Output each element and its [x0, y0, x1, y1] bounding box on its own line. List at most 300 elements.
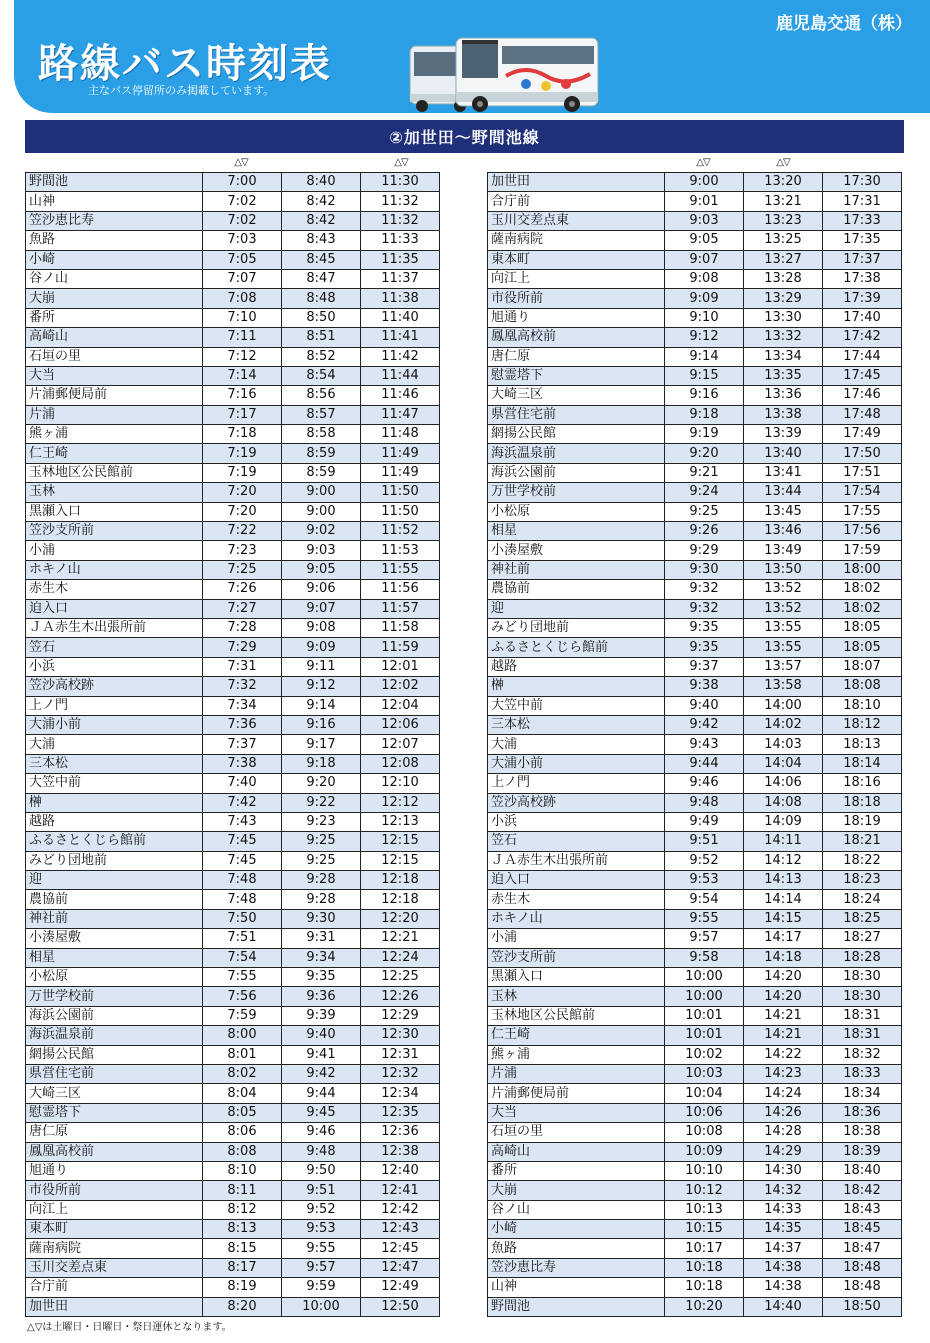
departure-time: 13:30: [744, 308, 823, 327]
departure-time: 11:53: [361, 541, 440, 560]
table-row: [488, 909, 902, 928]
stop-name: 谷ノ山: [488, 1200, 665, 1219]
stop-name: 片浦: [488, 1064, 665, 1083]
stop-name: 大崎三区: [26, 1084, 203, 1103]
departure-time: 9:14: [282, 696, 361, 715]
stop-name: 野間池: [26, 173, 203, 192]
departure-time: 17:39: [823, 289, 902, 308]
table-row: [488, 987, 902, 1006]
departure-time: 8:59: [282, 444, 361, 463]
stop-name: 向江上: [26, 1200, 203, 1219]
departure-time: 17:30: [823, 173, 902, 192]
table-row: [26, 948, 440, 967]
stop-name: 大浦: [488, 735, 665, 754]
departure-time: 12:10: [361, 774, 440, 793]
stop-name: 越路: [488, 657, 665, 676]
departure-time: 7:17: [203, 405, 282, 424]
table-row: [488, 1045, 902, 1064]
table-row: [26, 890, 440, 909]
departure-time: 9:28: [282, 890, 361, 909]
table-row: [488, 657, 902, 676]
table-row: [488, 715, 902, 734]
stop-name: 大当: [26, 366, 203, 385]
departure-time: 9:42: [665, 715, 744, 734]
table-row: [26, 522, 440, 541]
departure-time: 18:24: [823, 890, 902, 909]
stop-name: 網揚公民館: [26, 1045, 203, 1064]
departure-time: 17:59: [823, 541, 902, 560]
stop-name: 石垣の里: [488, 1123, 665, 1142]
departure-time: 9:48: [282, 1142, 361, 1161]
departure-time: 9:03: [665, 211, 744, 230]
departure-time: 14:33: [744, 1200, 823, 1219]
departure-time: 10:10: [665, 1161, 744, 1180]
departure-time: 9:40: [282, 1026, 361, 1045]
departure-time: 13:40: [744, 444, 823, 463]
departure-time: 9:34: [282, 948, 361, 967]
departure-time: 13:55: [744, 618, 823, 637]
table-row: [488, 173, 902, 192]
table-row: [26, 735, 440, 754]
stop-name: 笠沙高校跡: [26, 677, 203, 696]
departure-time: 11:32: [361, 211, 440, 230]
departure-time: 9:07: [282, 599, 361, 618]
table-row: [26, 192, 440, 211]
departure-time: 10:15: [665, 1220, 744, 1239]
departure-time: 8:51: [282, 328, 361, 347]
departure-time: 11:38: [361, 289, 440, 308]
stop-name: 網揚公民館: [488, 425, 665, 444]
departure-time: 12:21: [361, 929, 440, 948]
stop-name: 熊ヶ浦: [488, 1045, 665, 1064]
departure-time: 13:49: [744, 541, 823, 560]
stop-name: 慰霊塔下: [26, 1103, 203, 1122]
table-row: [26, 1123, 440, 1142]
departure-time: 12:24: [361, 948, 440, 967]
stop-name: ふるさとくじら館前: [488, 638, 665, 657]
departure-time: 12:47: [361, 1258, 440, 1277]
stop-name: 玉林地区公民館前: [26, 463, 203, 482]
departure-time: 7:55: [203, 968, 282, 987]
departure-time: 18:34: [823, 1084, 902, 1103]
stop-name: 万世学校前: [488, 483, 665, 502]
table-row: [26, 1161, 440, 1180]
table-row: [488, 1103, 902, 1122]
stop-name: 唐仁原: [488, 347, 665, 366]
departure-time: 14:40: [744, 1297, 823, 1316]
departure-time: 10:08: [665, 1123, 744, 1142]
departure-time: 12:13: [361, 812, 440, 831]
table-row: [488, 618, 902, 637]
departure-time: 17:40: [823, 308, 902, 327]
departure-time: 12:26: [361, 987, 440, 1006]
stop-name: 海浜公園前: [488, 463, 665, 482]
stop-name: ＪＡ赤生木出張所前: [26, 618, 203, 637]
stop-name: 海浜温泉前: [488, 444, 665, 463]
table-row: [26, 444, 440, 463]
table-row: [488, 871, 902, 890]
departure-time: 14:02: [744, 715, 823, 734]
stop-name: 石垣の里: [26, 347, 203, 366]
departure-time: 9:48: [665, 793, 744, 812]
departure-time: 9:42: [282, 1064, 361, 1083]
table-row: [26, 754, 440, 773]
stop-name: 万世学校前: [26, 987, 203, 1006]
stop-name: 笠石: [488, 832, 665, 851]
departure-time: 14:13: [744, 871, 823, 890]
table-row: [488, 774, 902, 793]
table-row: [26, 696, 440, 715]
departure-time: 7:05: [203, 250, 282, 269]
timetable-left-table: [25, 172, 440, 1317]
departure-time: 11:37: [361, 269, 440, 288]
departure-time: 11:47: [361, 405, 440, 424]
departure-time: 17:42: [823, 328, 902, 347]
stop-name: 海浜公園前: [26, 1006, 203, 1025]
departure-time: 18:02: [823, 599, 902, 618]
departure-time: 9:26: [665, 522, 744, 541]
table-row: [488, 1123, 902, 1142]
departure-time: 12:07: [361, 735, 440, 754]
departure-time: 17:49: [823, 425, 902, 444]
departure-time: 12:18: [361, 890, 440, 909]
stop-name: 魚路: [488, 1239, 665, 1258]
departure-time: 8:02: [203, 1064, 282, 1083]
departure-time: 11:44: [361, 366, 440, 385]
departure-time: 10:09: [665, 1142, 744, 1161]
stop-name: 大浦小前: [26, 715, 203, 734]
departure-time: 9:55: [665, 909, 744, 928]
departure-time: 7:02: [203, 211, 282, 230]
table-row: [488, 1239, 902, 1258]
departure-time: 8:10: [203, 1161, 282, 1180]
departure-time: 9:18: [282, 754, 361, 773]
stop-name: 上ノ門: [488, 774, 665, 793]
stop-name: 小湊屋敷: [488, 541, 665, 560]
departure-time: 13:27: [744, 250, 823, 269]
departure-time: 17:55: [823, 502, 902, 521]
departure-time: 17:51: [823, 463, 902, 482]
departure-time: 9:46: [282, 1123, 361, 1142]
departure-time: 9:58: [665, 948, 744, 967]
departure-time: 14:24: [744, 1084, 823, 1103]
stop-name: 慰霊塔下: [488, 366, 665, 385]
table-row: [26, 211, 440, 230]
departure-time: 17:38: [823, 269, 902, 288]
stop-name: 小浦: [26, 541, 203, 560]
departure-time: 18:05: [823, 618, 902, 637]
table-row: [488, 269, 902, 288]
stop-name: 合庁前: [488, 192, 665, 211]
table-row: [26, 638, 440, 657]
departure-time: 7:50: [203, 909, 282, 928]
bus-illustration: [396, 32, 601, 113]
timetable-right: [487, 155, 902, 1317]
departure-time: 9:39: [282, 1006, 361, 1025]
departure-time: 9:15: [665, 366, 744, 385]
departure-time: 11:50: [361, 483, 440, 502]
departure-time: 18:32: [823, 1045, 902, 1064]
table-row: [26, 308, 440, 327]
departure-time: 9:30: [665, 560, 744, 579]
departure-time: 14:29: [744, 1142, 823, 1161]
departure-time: 11:40: [361, 308, 440, 327]
table-row: [488, 560, 902, 579]
stop-name: 玉林地区公民館前: [488, 1006, 665, 1025]
table-row: [488, 328, 902, 347]
stop-name: 迫入口: [26, 599, 203, 618]
stop-name: 仁王崎: [488, 1026, 665, 1045]
departure-time: 9:20: [665, 444, 744, 463]
departure-time: 14:37: [744, 1239, 823, 1258]
table-row: [488, 1084, 902, 1103]
table-row: [488, 386, 902, 405]
departure-time: 8:19: [203, 1278, 282, 1297]
departure-time: 13:38: [744, 405, 823, 424]
departure-time: 14:23: [744, 1064, 823, 1083]
departure-time: 17:44: [823, 347, 902, 366]
departure-time: 12:25: [361, 968, 440, 987]
departure-time: 12:32: [361, 1064, 440, 1083]
departure-time: 9:25: [665, 502, 744, 521]
departure-time: 9:19: [665, 425, 744, 444]
departure-time: 18:27: [823, 929, 902, 948]
table-row: [26, 1142, 440, 1161]
table-row: [488, 366, 902, 385]
departure-time: 18:38: [823, 1123, 902, 1142]
departure-time: 7:07: [203, 269, 282, 288]
departure-time: 10:04: [665, 1084, 744, 1103]
departure-time: 12:04: [361, 696, 440, 715]
departure-time: 14:00: [744, 696, 823, 715]
table-row: [488, 405, 902, 424]
table-row: [488, 1142, 902, 1161]
departure-time: 9:36: [282, 987, 361, 1006]
departure-time: 14:20: [744, 968, 823, 987]
departure-time: 18:36: [823, 1103, 902, 1122]
departure-time: 10:06: [665, 1103, 744, 1122]
stop-name: 笠沙支所前: [26, 522, 203, 541]
departure-time: 14:28: [744, 1123, 823, 1142]
departure-time: 18:28: [823, 948, 902, 967]
table-row: [26, 1064, 440, 1083]
departure-time: 7:45: [203, 832, 282, 851]
table-row: [488, 580, 902, 599]
stop-name: 東本町: [488, 250, 665, 269]
departure-time: 13:52: [744, 580, 823, 599]
page-title: 路線バス時刻表: [38, 41, 332, 87]
departure-time: 18:07: [823, 657, 902, 676]
table-row: [26, 425, 440, 444]
departure-time: 14:21: [744, 1026, 823, 1045]
table-row: [26, 1220, 440, 1239]
departure-time: 9:18: [665, 405, 744, 424]
table-row: [488, 444, 902, 463]
departure-time: 18:40: [823, 1161, 902, 1180]
stop-name: 上ノ門: [26, 696, 203, 715]
departure-time: 9:03: [282, 541, 361, 560]
departure-time: 7:31: [203, 657, 282, 676]
departure-time: 12:41: [361, 1181, 440, 1200]
departure-time: 7:03: [203, 231, 282, 250]
departure-time: 14:17: [744, 929, 823, 948]
stop-name: 玉林: [26, 483, 203, 502]
departure-time: 17:31: [823, 192, 902, 211]
departure-time: 12:38: [361, 1142, 440, 1161]
departure-time: 7:45: [203, 851, 282, 870]
stop-name: 鳳凰高校前: [26, 1142, 203, 1161]
departure-time: 14:09: [744, 812, 823, 831]
header-banner: [14, 0, 930, 113]
departure-time: 9:59: [282, 1278, 361, 1297]
stop-name: 野間池: [488, 1297, 665, 1316]
departure-time: 17:35: [823, 231, 902, 250]
stop-name: 神社前: [488, 560, 665, 579]
departure-time: 7:51: [203, 929, 282, 948]
stop-name: 笠沙恵比寿: [488, 1258, 665, 1277]
departure-time: 9:20: [282, 774, 361, 793]
departure-time: 7:08: [203, 289, 282, 308]
departure-time: 11:30: [361, 173, 440, 192]
table-row: [26, 328, 440, 347]
departure-time: 8:40: [282, 173, 361, 192]
departure-time: 18:31: [823, 1026, 902, 1045]
table-row: [26, 871, 440, 890]
table-row: [488, 948, 902, 967]
stop-name: 魚路: [26, 231, 203, 250]
departure-time: 13:35: [744, 366, 823, 385]
departure-time: 18:18: [823, 793, 902, 812]
departure-time: 9:32: [665, 599, 744, 618]
departure-time: 12:18: [361, 871, 440, 890]
departure-time: 18:10: [823, 696, 902, 715]
table-row: [26, 386, 440, 405]
departure-time: 10:13: [665, 1200, 744, 1219]
departure-time: 14:15: [744, 909, 823, 928]
departure-time: 8:15: [203, 1239, 282, 1258]
departure-time: 12:30: [361, 1026, 440, 1045]
departure-time: 7:26: [203, 580, 282, 599]
stop-name: 加世田: [488, 173, 665, 192]
table-row: [26, 774, 440, 793]
departure-time: 18:50: [823, 1297, 902, 1316]
stop-name: 三本松: [26, 754, 203, 773]
table-row: [26, 541, 440, 560]
stop-name: 榊: [488, 677, 665, 696]
departure-time: 7:19: [203, 444, 282, 463]
service-marks-row: [25, 155, 440, 172]
departure-time: 9:54: [665, 890, 744, 909]
departure-time: 9:35: [665, 618, 744, 637]
stop-name: 大笠中前: [26, 774, 203, 793]
departure-time: 12:29: [361, 1006, 440, 1025]
stop-name: 相星: [488, 522, 665, 541]
table-row: [488, 696, 902, 715]
stop-name: 小崎: [26, 250, 203, 269]
departure-time: 7:27: [203, 599, 282, 618]
departure-time: 14:20: [744, 987, 823, 1006]
departure-time: 12:45: [361, 1239, 440, 1258]
table-row: [488, 347, 902, 366]
departure-time: 14:35: [744, 1220, 823, 1239]
departure-time: 13:46: [744, 522, 823, 541]
table-row: [26, 657, 440, 676]
table-row: [488, 192, 902, 211]
departure-time: 9:10: [665, 308, 744, 327]
departure-time: 14:11: [744, 832, 823, 851]
departure-time: 7:10: [203, 308, 282, 327]
stop-name: 高崎山: [26, 328, 203, 347]
departure-time: 18:05: [823, 638, 902, 657]
departure-time: 18:48: [823, 1258, 902, 1277]
departure-time: 8:56: [282, 386, 361, 405]
departure-time: 11:33: [361, 231, 440, 250]
departure-time: 9:46: [665, 774, 744, 793]
departure-time: 12:15: [361, 832, 440, 851]
table-row: [26, 1084, 440, 1103]
departure-time: 9:06: [282, 580, 361, 599]
departure-time: 8:50: [282, 308, 361, 327]
departure-time: 9:16: [665, 386, 744, 405]
departure-time: 11:42: [361, 347, 440, 366]
departure-time: 17:54: [823, 483, 902, 502]
departure-time: 13:58: [744, 677, 823, 696]
timetable-left: [25, 155, 440, 1317]
departure-time: 9:32: [665, 580, 744, 599]
departure-time: 18:33: [823, 1064, 902, 1083]
departure-time: 9:57: [282, 1258, 361, 1277]
departure-time: 12:42: [361, 1200, 440, 1219]
departure-time: 12:01: [361, 657, 440, 676]
departure-time: 14:04: [744, 754, 823, 773]
stop-name: 玉川交差点東: [26, 1258, 203, 1277]
stop-name: 小浜: [26, 657, 203, 676]
departure-time: 10:01: [665, 1006, 744, 1025]
departure-time: 12:12: [361, 793, 440, 812]
table-row: [488, 1200, 902, 1219]
table-row: [26, 987, 440, 1006]
table-row: [488, 211, 902, 230]
departure-time: 13:28: [744, 269, 823, 288]
departure-time: 9:43: [665, 735, 744, 754]
departure-time: 9:41: [282, 1045, 361, 1064]
departure-time: 7:48: [203, 890, 282, 909]
table-row: [26, 405, 440, 424]
stop-name: 番所: [26, 308, 203, 327]
table-row: [26, 1045, 440, 1064]
stop-name: 合庁前: [26, 1278, 203, 1297]
departure-time: 13:45: [744, 502, 823, 521]
table-row: [488, 522, 902, 541]
departure-time: 18:02: [823, 580, 902, 599]
stop-name: 大笠中前: [488, 696, 665, 715]
stop-name: 片浦郵便局前: [488, 1084, 665, 1103]
table-row: [488, 793, 902, 812]
footnote: △▽は土曜日・日曜日・祭日運休となります。: [27, 1322, 232, 1333]
departure-time: 9:11: [282, 657, 361, 676]
departure-time: 14:30: [744, 1161, 823, 1180]
departure-time: 10:00: [282, 1297, 361, 1316]
stop-name: 小崎: [488, 1220, 665, 1239]
stop-name: 榊: [26, 793, 203, 812]
stop-name: 小松原: [26, 968, 203, 987]
stop-name: 小浜: [488, 812, 665, 831]
service-mark: △▽: [776, 157, 790, 168]
stop-name: 海浜温泉前: [26, 1026, 203, 1045]
departure-time: 11:50: [361, 502, 440, 521]
departure-time: 7:54: [203, 948, 282, 967]
departure-time: 7:59: [203, 1006, 282, 1025]
